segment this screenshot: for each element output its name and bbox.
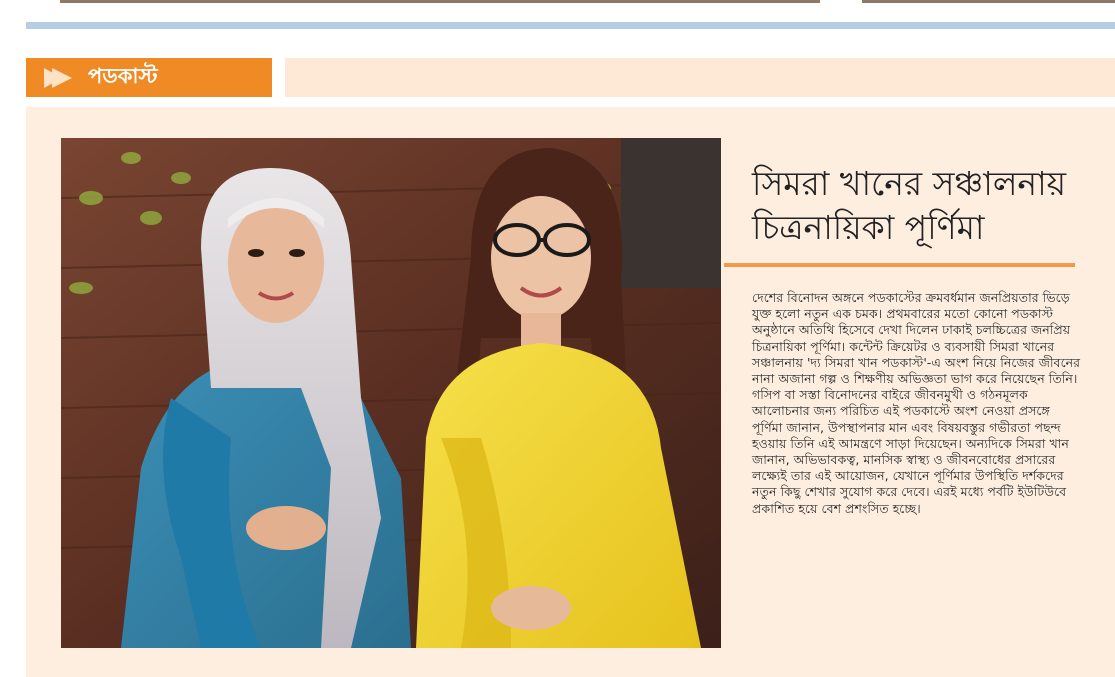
article-paragraph-2: গসিপ বা সস্তা বিনোদনের বাইরে জীবনমুখী ও গঠনমূলক আলোচনার জন্য পরিচিত এই পডকাস্টে অংশ নেওয়া প্রসঙ্গে পূর্ণিমা জানান, উপস্থাপনার মান এবং বিষয়বস্তুর গভীরতা পছন্দ হওয়ায় তিনি এই আমন্ত্রণে সাড়া দিয়েছেন। অন্যদিকে সিমরা খান জানান, অভিভাবকত্ব, মানসিক স্বাস্থ্য ও জীবনবোধের প্রসারের লক্ষ্যেই তার এই আয়োজন, যেখানে পূর্ণিমার উপস্থিতি দর্শকদের নতুন কিছু শেখার সুযোগ করে দেবে। এরই মধ্যে পর্বটি ইউটিউবে প্রকাশিত হয়ে বেশ প্রশংসিত হচ্ছে। [752,387,1069,516]
article-headline [752,162,1102,250]
previous-article-edge-right [862,0,1115,3]
headline-rule [724,263,1075,267]
section-tag [26,58,272,97]
article-body [752,290,1082,517]
headline-line-2: চিত্রনায়িকা পূর্ণিমা [752,208,985,247]
section-label: পডকাস্ট [88,64,158,88]
previous-article-edge [60,0,820,3]
top-strip [0,0,1115,6]
article-photo [61,138,721,648]
section-divider-bar [26,22,1115,29]
headline-line-1: সিমরা খানের সঞ্চালনায় [752,164,1067,203]
play-arrow-icon [42,66,74,90]
article-paragraph-1: দেশের বিনোদন অঙ্গনে পডকাস্টের ক্রমবর্ধমান জনপ্রিয়তার ভিড়ে যুক্ত হলো নতুন এক চমক। প্রথমবারের মতো কোনো পডকাস্ট অনুষ্ঠানে অতিথি হিসেবে দেখা দিলেন ঢাকাই চলচ্চিত্রের জনপ্রিয় চিত্রনায়িকা পূর্ণিমা। কন্টেন্ট ক্রিয়েটর ও ব্যবসায়ী সিমরা খানের সঞ্চালনায় 'দ্য সিমরা খান পডকাস্ট'-এ অংশ নিয়ে নিজের জীবনের নানা অজানা গল্প ও শিক্ষণীয় অভিজ্ঞতা ভাগ করে নিয়েছেন তিনি। [752,290,1081,387]
section-header-band [285,58,1115,97]
